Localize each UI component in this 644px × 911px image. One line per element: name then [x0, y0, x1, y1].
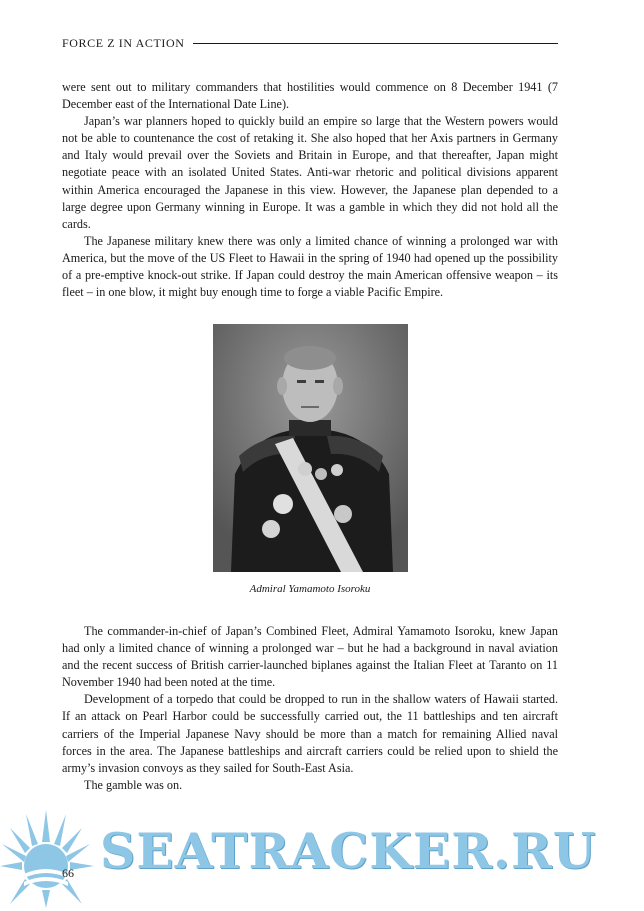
figure-caption: Admiral Yamamoto Isoroku — [249, 583, 371, 595]
body-text-top — [62, 79, 558, 301]
paragraph: The gamble was on. — [84, 777, 183, 792]
running-title: FORCE Z IN ACTION — [62, 35, 185, 50]
watermark-text: SEATRACKER.RU — [100, 822, 597, 880]
sunburst-logo-icon — [0, 808, 100, 911]
paragraph: Japan’s war planners hoped to quickly build an empire so large that the Western powers would not be able to countenance the cost of retaking it. She also hoped that her Axis partners in Germany and Italy would prevail over the Soviets and Britain in Europe, and that thereafter, Japan might negotiate peace with an isolated United States. Anti-war rhetoric and political divisions apparent within America encouraged the Japanese in this view. However, the Japanese plan depended to a large degree upon Germany winning in Europe. It was a gamble in which they did not hold all the cards. — [62, 114, 558, 231]
running-head — [62, 35, 558, 51]
paragraph: Development of a torpedo that could be dropped to run in the shallow waters of Hawaii started. If an attack on Pearl Harbor could be successfully carried out, the 11 battleships and ten aircraft carriers of the Imperial Japanese Navy should be more than a match for remaining Allied naval forces in the area. The Japanese battleships and aircraft carriers could be relied upon to shield the army’s invasion convoys as they sailed for South-East Asia. — [62, 692, 558, 775]
paragraph: The commander-in-chief of Japan’s Combined Fleet, Admiral Yamamoto Isoroku, knew Japan had only a limited chance of winning a prolonged war – but he had a background in naval aviation and the recent success of British carrier-launched biplanes against the Italian Fleet at Taranto on 11 November 1940 had been noted at the time. — [62, 624, 558, 690]
header-rule — [193, 43, 558, 44]
portrait-illustration — [213, 324, 408, 572]
paragraph: The Japanese military knew there was only a limited chance of winning a prolonged war with America, but the move of the US Fleet to Hawaii in the spring of 1940 had opened up the possibility of a pre-emptive knock-out strike. If Japan could destroy the main American offensive weapon – its fleet – in one blow, it might buy enough time to forge a viable Pacific Empire. — [62, 233, 558, 300]
portrait-photo — [213, 324, 408, 572]
watermark — [0, 808, 644, 911]
page-number: 66 — [62, 866, 74, 880]
paragraph: were sent out to military commanders that hostilities would commence on 8 December 1941 (7 December east of the International Date Line). — [62, 80, 558, 112]
body-text-bottom — [62, 623, 558, 794]
